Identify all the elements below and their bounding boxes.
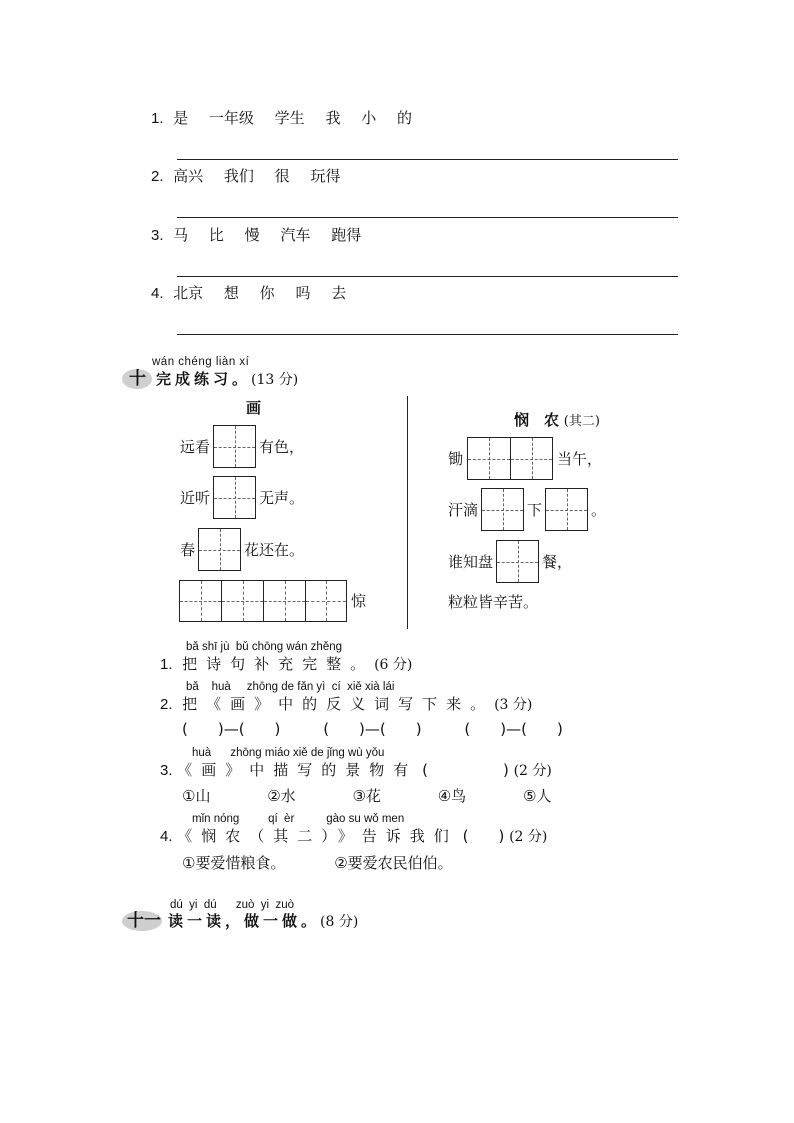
section10-title: 完成练习。(13 分) — [156, 370, 299, 388]
writing-box[interactable] — [545, 488, 588, 531]
writing-box[interactable] — [496, 540, 539, 583]
poem1-line-2: 近听 无声。 — [180, 476, 304, 519]
q4: 4. 《悯农（其二）》告诉我们 ( ) (2 分) — [160, 827, 548, 845]
section10-badge: 十 — [129, 369, 146, 389]
writing-box[interactable] — [481, 488, 524, 531]
option[interactable]: ②要爱农民伯伯。 — [334, 854, 453, 872]
antonym-pair[interactable]: ( )—( ) — [323, 720, 422, 738]
answer-line-3[interactable] — [177, 276, 678, 277]
q3-options — [182, 786, 603, 806]
q1: 1. 把诗句补充完整。(6 分) — [160, 655, 413, 673]
writing-box[interactable] — [198, 528, 241, 571]
antonym-pair[interactable]: ( )—( ) — [182, 720, 281, 738]
writing-box[interactable] — [221, 580, 263, 622]
poem1-line-4-end: 惊 — [351, 592, 367, 610]
poem2-line-1-boxes — [467, 437, 553, 480]
section11-title: 读一读，做一做。(8 分) — [168, 912, 359, 930]
option[interactable]: ③花 — [352, 787, 381, 805]
writing-box[interactable] — [179, 580, 221, 622]
answer-line-4[interactable] — [177, 334, 678, 335]
poem1-line-3: 春 花还在。 — [180, 528, 304, 571]
writing-box[interactable] — [467, 437, 510, 480]
q2-answer-pairs — [182, 719, 601, 739]
option[interactable]: ②水 — [267, 787, 296, 805]
option[interactable]: ①山 — [182, 787, 211, 805]
poem1-line-1: 远看 有色， — [180, 425, 304, 468]
poem-divider — [407, 396, 408, 629]
section11-badge: 十一 — [127, 911, 161, 931]
writing-box[interactable] — [510, 437, 553, 480]
reorder-item-2: 2. 高兴 我们 很 玩得 — [151, 167, 341, 185]
reorder-item-3: 3. 马 比 慢 汽车 跑得 — [151, 226, 362, 244]
poem2-line-4: 粒粒皆辛苦。 — [448, 593, 539, 611]
q3: 3. 《画》中描写的景物有 ( ) (2 分) — [160, 761, 552, 779]
writing-box[interactable] — [263, 580, 305, 622]
poem1-line-4-boxes — [179, 580, 347, 622]
poem2-line-3: 谁知盘 餐， — [448, 540, 572, 583]
reorder-item-1: 1. 是 一年级 学生 我 小 的 — [151, 109, 413, 127]
writing-box[interactable] — [213, 425, 256, 468]
antonym-pair[interactable]: ( )—( ) — [464, 720, 563, 738]
section10-pinyin: wán chéng liàn xí — [152, 356, 250, 368]
q4-options — [182, 853, 453, 873]
q4-pinyin: mǐn nóng qí èr gào su wǒ men — [192, 813, 405, 825]
answer-line-2[interactable] — [177, 217, 678, 218]
q2: 2. 把《画》中的反义词写下来。(3 分) — [160, 695, 533, 713]
writing-box[interactable] — [213, 476, 256, 519]
q4-blank[interactable]: ( ) — [462, 827, 505, 845]
answer-line-1[interactable] — [177, 159, 678, 160]
q3-blank[interactable]: ( ) — [422, 761, 509, 779]
reorder-item-4: 4. 北京 想 你 吗 去 — [151, 284, 347, 302]
q3-pinyin: huà zhōng miáo xiě de jǐng wù yǒu — [192, 747, 385, 759]
option[interactable]: ④鸟 — [437, 787, 467, 805]
q1-pinyin: bǎ shī jù bǔ chōng wán zhěng — [186, 641, 343, 653]
section11-pinyin: dú yi dú zuò yi zuò — [170, 899, 295, 911]
writing-box[interactable] — [305, 580, 347, 622]
poem1-title: 画 — [246, 399, 262, 417]
q2-pinyin: bǎ huà zhōng de fǎn yì cí xiě xià lái — [186, 681, 395, 693]
poem2-title: 悯 农 (其二) — [514, 411, 600, 429]
poem2-line-1: 锄 当午， — [448, 437, 602, 480]
option[interactable]: ①要爱惜粮食。 — [182, 854, 286, 872]
poem2-line-2: 汗滴 下 。 — [448, 488, 606, 531]
option[interactable]: ⑤人 — [522, 787, 552, 805]
